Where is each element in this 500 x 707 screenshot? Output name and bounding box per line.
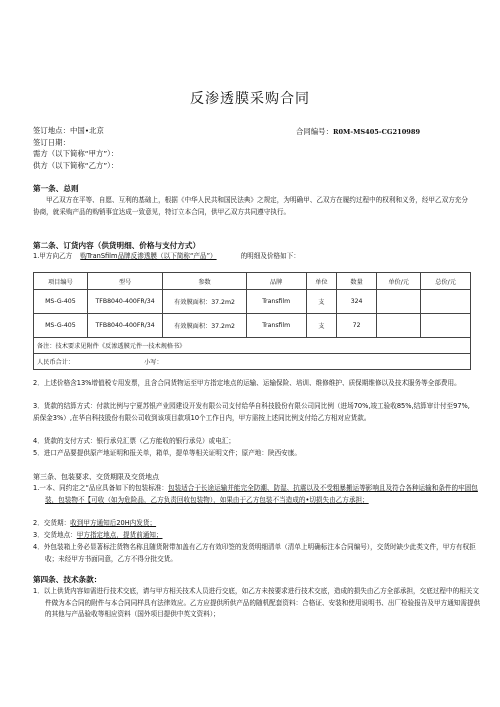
- packaging-clause: 1.一本、同约定之“品应具备如下的包装标准：包装适合于长途运输并能完全防潮、防湿、抗震以及不受粗暴搬运等影响且及符合各种运输和条件的牢固包装，包装物不【可收（如为危险品，乙方负责回收包装物），如果由于乙方包装不当造成的•切损失由乙方承担；: [33, 484, 478, 504]
- signing-place: 签订地点：中国•北京: [33, 126, 104, 135]
- buyer-line: 需方（以下简称“甲方”）：: [33, 149, 119, 158]
- contract-number: [296, 126, 420, 137]
- total-label: 人民币合计：: [37, 359, 75, 366]
- order-clause-5: 5．进口产品要提供原产地证明和报关单，箱单，提单等相关证明文件；原产地：陕西安康。: [33, 449, 301, 457]
- order-clause-4: 4．货款的支付方式：银行承兑汇票（乙方能收的银行承兑）或电汇；: [33, 437, 236, 445]
- table-header-row: [34, 273, 471, 290]
- table-note: 备注：技术要求见附件《反渗透膜元件一技术规格书》: [34, 338, 471, 354]
- col-header: 型号: [87, 273, 163, 290]
- signing-date: 签订日期：: [33, 138, 70, 147]
- delivery-period: 2．交货期：收到甲方通知后20H内发货；: [33, 519, 157, 527]
- col-header: 单价/元: [377, 273, 421, 290]
- seller-line: 供方（以下简称“乙方”）：: [33, 161, 119, 170]
- col-header: 品牌: [246, 273, 306, 290]
- contract-number-value: R0M-MS405-CG210989: [332, 128, 421, 136]
- contract-number-label: 合同编号：: [296, 127, 333, 136]
- delivery-place: 3．交货地点：甲方指定地点，提货前通知；: [33, 531, 163, 539]
- section-3-title: 第三条、包装要求、交货期限及交货地点: [33, 473, 159, 481]
- table-row: MS-G-405 TFB8040-400FR/34 有效膜面积：37.2m2 Transfilm 支 72: [34, 314, 471, 338]
- order-clause-3: 3．货款的结算方式：付款比例与宁夏苏银产业园建设开发有限公司支付给华自科技股份有限公司同比例（进场70%,竣工验收85%,结算审计付至97%,质保金3%）,在华自科技股份有限公司收到该项目款项10个工作日内，甲方需按上述同比例支付给乙方相对应货款。: [33, 402, 470, 422]
- col-header: 总价/元: [421, 273, 471, 290]
- outer-packaging-clause: 4．外包装箱上务必显著标注货物名称且随货附带加盖有乙方有效印签的发货明细清单（清单上明确标注本合同编号），交货时缺少此类文件，甲方有权拒收；未经甲方书面同意，乙方不得分批交货。: [33, 543, 476, 563]
- order-intro: 1.甲方向乙方 购TranSfilm品牌反渗透膜（以下简称“产品”） 的明细及价格如下：: [33, 252, 300, 260]
- section-1-title: 第一条、总则: [33, 184, 79, 193]
- order-table: [33, 272, 471, 370]
- order-intro-product: 购TranSfilm品牌反渗透膜（以下简称“产品”）: [80, 252, 217, 260]
- technical-clause-1: 1．以上供货内容如需进行技术交底，请与甲方相关技术人员进行交底，如乙方未按要求进行技术交底，造成的损失由乙方全部承担，交底过程中的相关文件做为本合同的附件与本合同同样具有法律效应。乙方应提供所供产品的随机配套资料：合格证、安装和使用说明书、出厂检验报告及甲方通知需提供的其他与产品验收等相应资料（国外项目提供中英文资料）；: [33, 587, 481, 618]
- section-1-text: 甲乙双方在平等、自愿、互利的基础上，根据《中华人民共和国民法典》之规定，为明确甲、乙双方在履约过程中的权利和义务，经甲乙双方充分协商，就采购产品的购销事宜达成一致意见，特订立本合同，供甲乙双方共同遵守执行。: [33, 196, 468, 216]
- page-title: 反渗透膜采购合同: [190, 91, 310, 107]
- col-header: 数量: [337, 273, 377, 290]
- section-4-title: 第四条、技术条款：: [33, 575, 102, 584]
- order-clause-2: 2．上述价格含13%增值税专用发票，且含合同货物运至甲方指定地点的运输、运输保险、培训、维修维护、质保期维修以及技术服务等全部费用。: [33, 379, 461, 387]
- col-header: 参数: [163, 273, 246, 290]
- col-header: 单位: [306, 273, 336, 290]
- table-note-row: [34, 338, 471, 354]
- lower-case-label: 小写：: [144, 359, 163, 366]
- table-row: MS-G-405 TFB8040-400FR/34 有效膜面积：37.2m2 Transfilm 支 324: [34, 290, 471, 314]
- table-total-row: [34, 354, 471, 370]
- section-2-title: 第二条、订货内容（供货明细、价格与支付方式）: [33, 241, 201, 250]
- col-header: 项目编号: [34, 273, 88, 290]
